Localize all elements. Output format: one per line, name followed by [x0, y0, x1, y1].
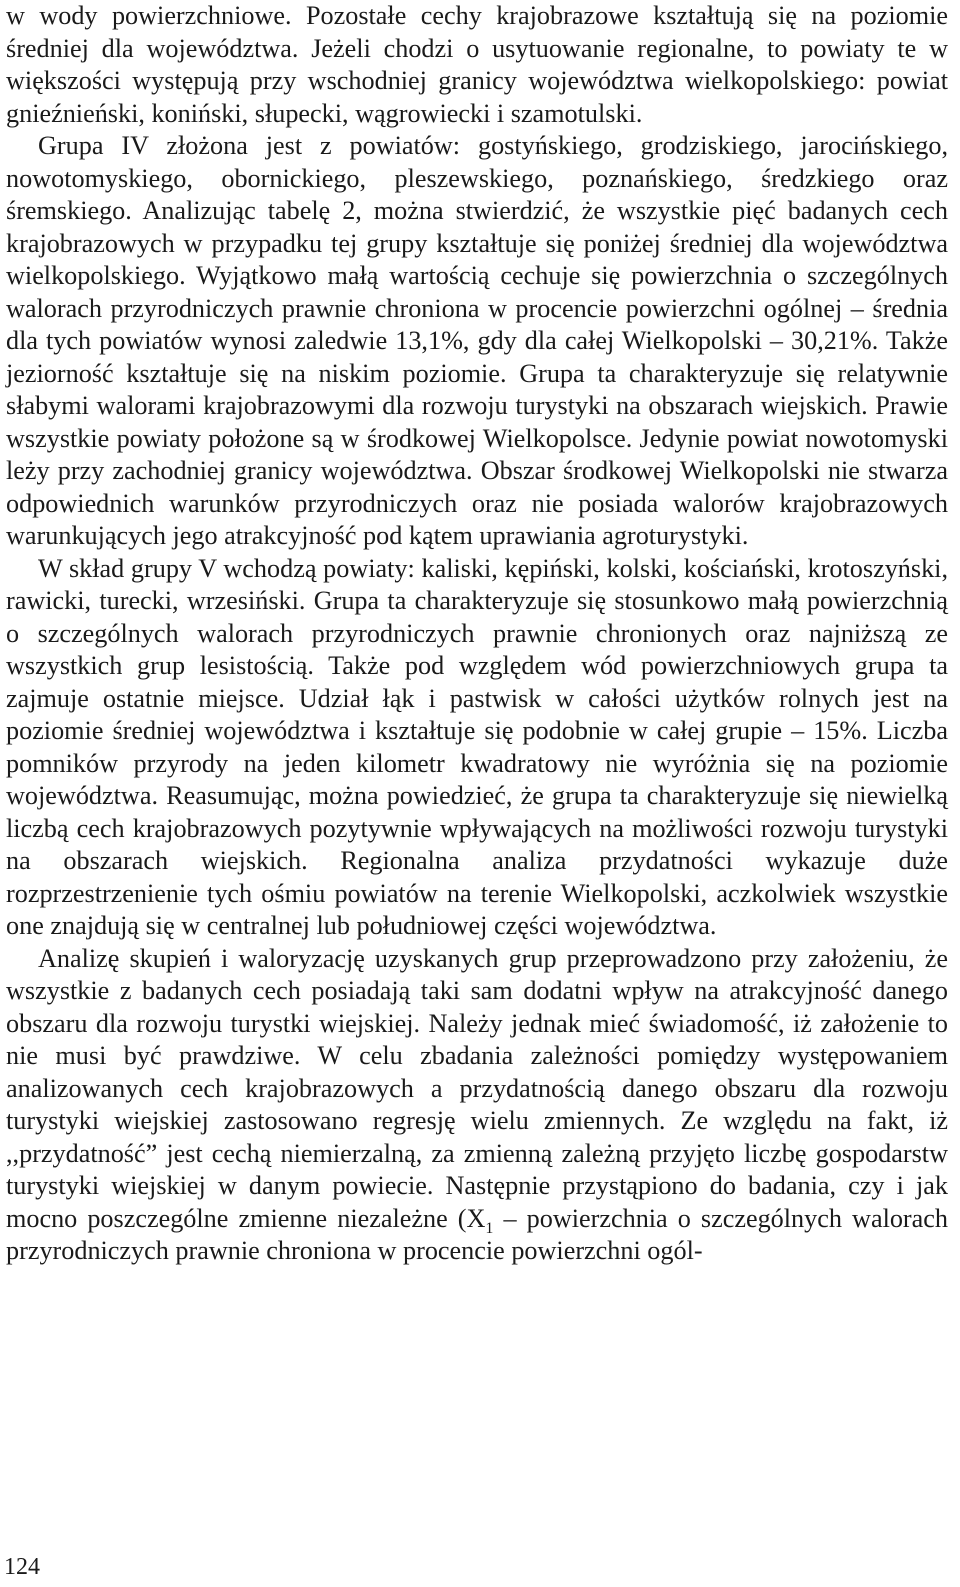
- paragraph-group-v: W skład grupy V wchodzą powiaty: kaliski, kępiński, kolski, kościański, krotoszyński, rawicki, turecki, wrzesiński. Grupa ta charakteryzuje się stosunkowo małą powierzchnią o szczególnych walorach przyrodniczych prawnie chronionych oraz najniższą ze wszystkich grup lesistością. Także pod względem wód powierzchniowych grupa ta zajmuje ostatnie miejsce. Udział łąk i pastwisk w całości użytków rolnych jest na poziomie średniej województwa i kształtuje się podobnie w całej grupie – 15%. Liczba pomników przyrody na jeden kilometr kwadratowy nie wyróżnia się na poziomie województwa. Reasumując, można powiedzieć, że grupa ta charakteryzuje się niewielką liczbą cech krajobrazowych pozytywnie wpływających na możliwości rozwoju turystyki na obszarach wiejskich. Regionalna analiza przydatności wykazuje duże rozprzestrzenienie tych ośmiu powiatów na terenie Wielkopolski, aczkolwiek wszystkie one znajdują się w centralnej lub południowej części województwa.: [6, 553, 948, 940]
- paragraph-regression: [6, 943, 948, 1268]
- paragraph-group-iv: Grupa IV złożona jest z powiatów: gostyńskiego, grodziskiego, jarocińskiego, nowotomyskiego, obornickiego, pleszewskiego, poznańskiego, średzkiego oraz śremskiego. Analizując tabelę 2, można stwierdzić, że wszystkie pięć badanych cech krajobrazowych w przypadku tej grupy kształtuje się poniżej średniej dla województwa wielkopolskiego. Wyjątkowo małą wartością cechuje się powierzchnia o szczególnych walorach przyrodniczych prawnie chroniona w procencie powierzchni ogólnej – średnia dla tych powiatów wynosi zaledwie 13,1%, gdy dla całej Wielkopolski – 30,21%. Także jeziorność kształtuje się na niskim poziomie. Grupa ta charakteryzuje się relatywnie słabymi walorami krajobrazowymi dla rozwoju turystyki na obszarach wiejskich. Prawie wszystkie powiaty położone są w środkowej Wielkopolsce. Jedynie powiat nowotomyski leży przy zachodniej granicy województwa. Obszar środkowej Wielkopolski nie stwarza odpowiednich warunków przyrodniczych oraz nie posiada walorów krajobrazowych warunkujących jego atrakcyjność pod kątem uprawiania agroturystyki.: [6, 131, 948, 550]
- paragraph-regression-text: Analizę skupień i waloryzację uzyskanych grup przeprowadzono przy założeniu, że wszystkie z badanych cech posiadają taki sam dodatni wpływ na atrakcyjność danego obszaru dla rozwoju turystki wiejskiej. Należy jednak mieć świadomość, iż założenie to nie musi być prawdziwe. W celu zbadania zależności pomiędzy występowaniem analizowanych cech krajobrazowych a przydatnością danego obszaru dla rozwoju turystyki wiejskiej zastosowano regresję wielu zmiennych. Ze względu na fakt, iż ,,przydatność” jest cechą niemierzalną, za zmienną zależną przyjęto liczbę gospodarstw turystyki wiejskiej w danym powiecie. Następnie przystąpiono do badania, czy i jak mocno poszczególne zmienne niezależne (X: [6, 943, 948, 1233]
- page-number: 124: [4, 1554, 40, 1580]
- variable-subscript: 1: [485, 1219, 494, 1237]
- document-page: [6, 0, 948, 1268]
- paragraph-regression-text-end: – powierzchnia o szczególnych walorach przyrodniczych prawnie chroniona w procencie powierzchni ogól-: [6, 1203, 948, 1265]
- paragraph-continuation: w wody powierzchniowe. Pozostałe cechy krajobrazowe kształtują się na poziomie średniej dla województwa. Jeżeli chodzi o usytuowanie regionalne, to powiaty te w większości występują przy wschodniej granicy województwa wielkopolskiego: powiat gnieźnieński, koniński, słupecki, wągrowiecki i szamotulski.: [6, 1, 948, 128]
